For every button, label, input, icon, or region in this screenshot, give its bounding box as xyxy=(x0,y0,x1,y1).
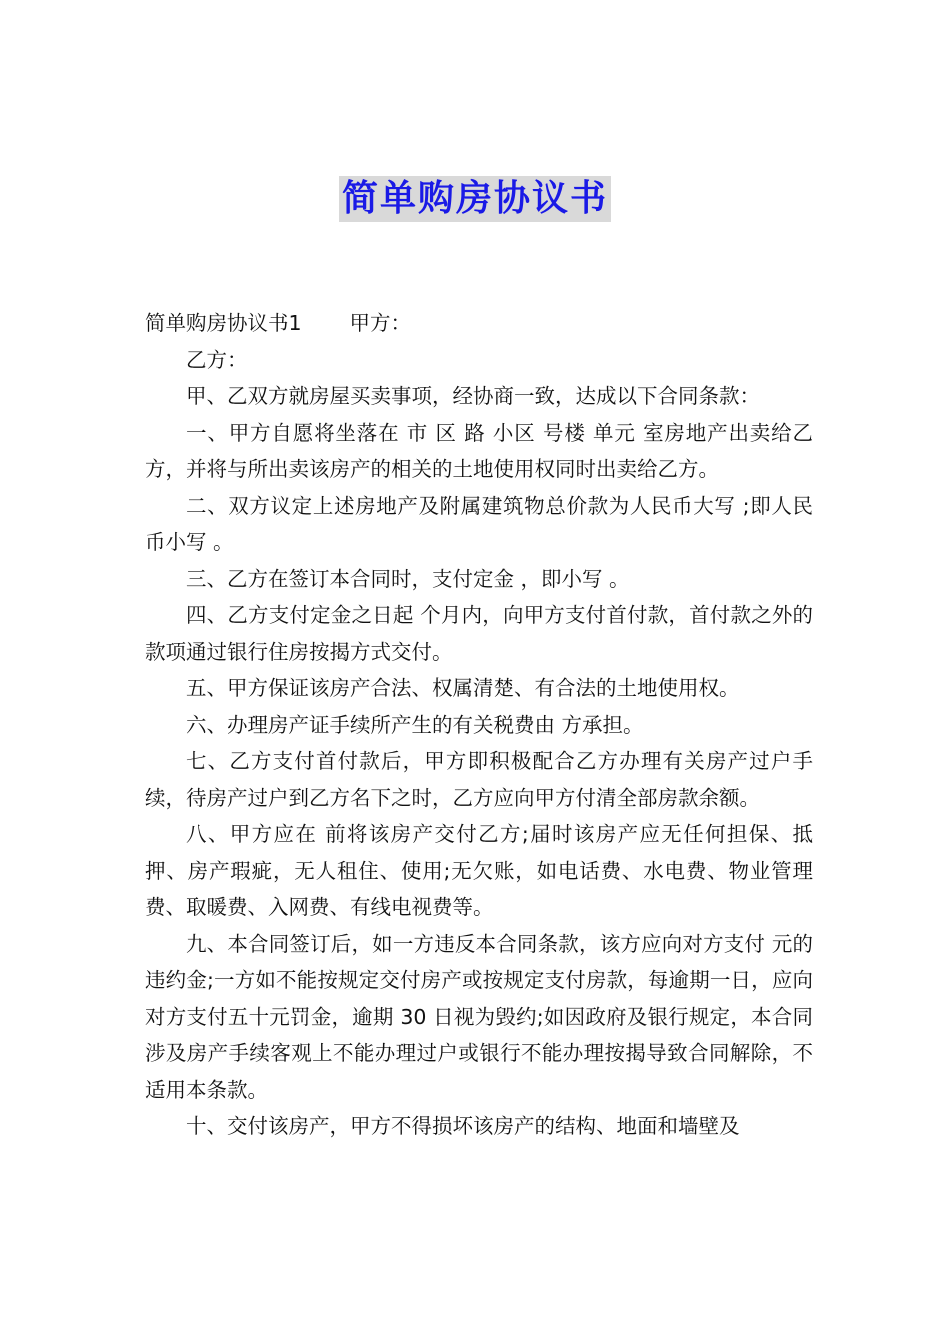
title-container xyxy=(0,176,950,222)
clause-9: 九、本合同签订后，如一方违反本合同条款，该方应向对方支付 元的违约金;一方如不能按规定交付房产或按规定支付房款，每逾期一日，应向对方支付五十元罚金，逾期 30 日视为毁约;如因政府及银行规定，本合同涉及房产手续客观上不能办理过户或银行不能办理按揭导致合同解除，不适用本条款。 xyxy=(145,931,813,1102)
clause-4: 四、乙方支付定金之日起 个月内，向甲方支付首付款，首付款之外的款项通过银行住房按揭方式交付。 xyxy=(145,603,813,664)
heading-line xyxy=(145,305,813,342)
clause-1: 一、甲方自愿将坐落在 市 区 路 小区 号楼 单元 室房地产出卖给乙方，并将与所出卖该房产的相关的土地使用权同时出卖给乙方。 xyxy=(145,420,813,481)
heading-label: 简单购房协议书1 xyxy=(145,311,302,335)
paragraph-intro: 甲、乙双方就房屋买卖事项，经协商一致，达成以下合同条款： xyxy=(186,384,760,408)
clause-3: 三、乙方在签订本合同时，支付定金 ，即小写 。 xyxy=(186,566,630,591)
document-body xyxy=(145,305,813,1145)
paragraph-party-b: 乙方： xyxy=(186,347,248,372)
clause-6: 六、办理房产证手续所产生的有关税费由 方承担。 xyxy=(186,712,644,737)
clause-5: 五、甲方保证该房产合法、权属清楚、有合法的土地使用权。 xyxy=(186,676,740,700)
clause-7: 七、乙方支付首付款后，甲方即积极配合乙方办理有关房产过户手续，待房产过户到乙方名下之时，乙方应向甲方付清全部房款余额。 xyxy=(145,749,813,810)
clause-8: 八、甲方应在 前将该房产交付乙方;届时该房产应无任何担保、抵押、房产瑕疵，无人租住、使用;无欠账，如电话费、水电费、物业管理费、取暖费、入网费、有线电视费等。 xyxy=(145,822,813,919)
clause-2: 二、双方议定上述房地产及附属建筑物总价款为人民币大写 ;即人民币小写 。 xyxy=(145,493,813,554)
party-a-label: 甲方： xyxy=(349,311,412,335)
document-title: 简单购房协议书 xyxy=(339,176,611,222)
clause-10: 十、交付该房产，甲方不得损坏该房产的结构、地面和墙壁及 xyxy=(186,1114,740,1138)
